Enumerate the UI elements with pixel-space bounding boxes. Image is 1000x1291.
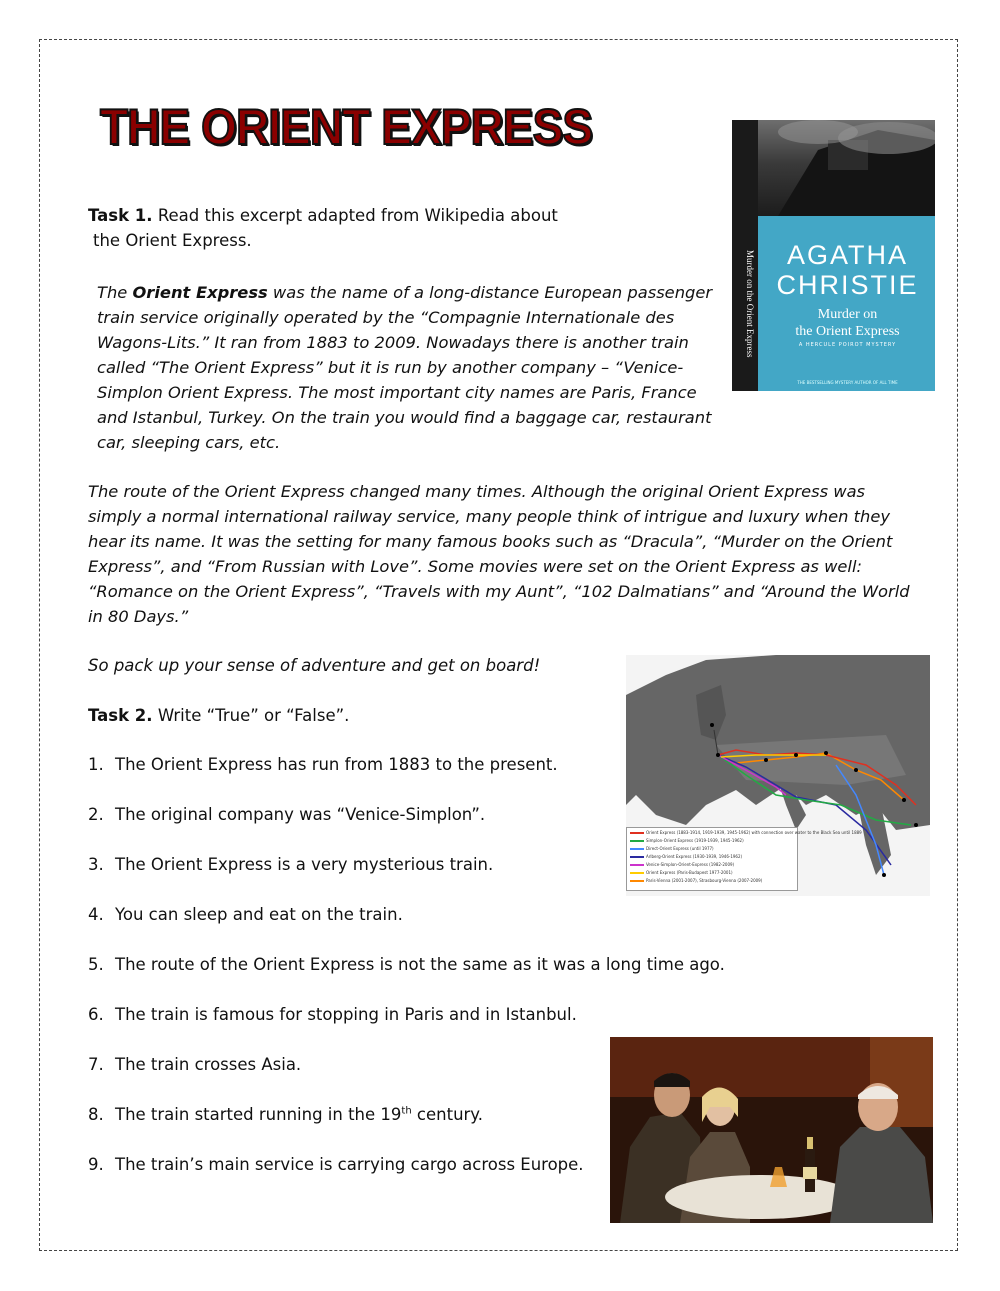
question-item: 4. You can sleep and eat on the train. bbox=[88, 905, 403, 924]
question-item: 8. The train started running in the 19th century. bbox=[88, 1105, 483, 1124]
map-legend bbox=[626, 827, 862, 891]
question-item: 7. The train crosses Asia. bbox=[88, 1055, 302, 1074]
question-item: 9. The train’s main service is carrying cargo across Europe. bbox=[88, 1155, 584, 1174]
book-author: AGATHA CHRISTIE bbox=[776, 240, 919, 300]
legend-entry: Orient Express (Paris-Budapest 1977-2001) bbox=[630, 870, 733, 877]
book-spine-title: Murder on the Orient Express bbox=[745, 250, 755, 358]
excerpt-paragraph-3: So pack up your sense of adventure and get on board! bbox=[88, 656, 541, 675]
task2-label: Task 2. bbox=[88, 706, 153, 725]
excerpt-paragraph-2: The route of the Orient Express changed many times. Although the original Orient Express was simply a normal international railway service, many people think of intrigue and luxury when they hear its name. It was the setting for many famous books such as “Dracula”, “Murder on the Orient Express”, and “From Russian with Love”. Some movies were set on the Orient Express as well: “Romance on the Orient Express”, “Travels with my Aunt”, “102 Dalmatians” and “Around the World in 80 Days.” bbox=[88, 482, 910, 626]
question-item: 6. The train is famous for stopping in Paris and in Istanbul. bbox=[88, 1005, 577, 1024]
dining-car-scene bbox=[610, 1037, 933, 1223]
question-item: 5. The route of the Orient Express is not the same as it was a long time ago. bbox=[88, 955, 725, 974]
book-footer: THE BESTSELLING MYSTERY AUTHOR OF ALL TIME bbox=[797, 380, 898, 385]
task1-line1: Read this excerpt adapted from Wikipedia about bbox=[157, 206, 558, 225]
question-item: 1. The Orient Express has run from 1883 to the present. bbox=[88, 755, 558, 774]
route-map-image bbox=[626, 655, 930, 896]
legend-entry: Orient Express (1883-1914, 1919-1939, 1945-1962) with connection over water to the Black Sea until 1889 bbox=[630, 830, 862, 837]
page-title: THE ORIENT EXPRESS bbox=[100, 99, 593, 155]
movie-scene-image bbox=[610, 1037, 933, 1223]
task2-instruction: Write “True” or “False”. bbox=[157, 706, 350, 725]
book-subtitle: A HERCULE POIROT MYSTERY bbox=[798, 342, 897, 348]
train-photo bbox=[758, 120, 935, 216]
p1-rest: was the name of a long-distance European passenger train service originally operated by the “Compagnie Internationale des Wagons-Lits.” It ran from 1883 to 2009. Nowadays there is another train called “The Orient Express” but it is run by another company – “Venice-Simplon Orient Express. The most important city names are Paris, France and Istanbul, Turkey. On the train you would find a baggage car, restaurant car, sleeping cars, etc. bbox=[97, 283, 713, 452]
p1-bold: Orient Express bbox=[132, 283, 268, 302]
legend-entry: Direct-Orient Express (until 1977) bbox=[630, 846, 714, 853]
legend-entry: Venice-Simplon-Orient-Express (1982-2009) bbox=[630, 862, 734, 869]
book-title: Murder on the Orient Express bbox=[795, 307, 900, 339]
task2-heading bbox=[88, 703, 349, 728]
task1-line2: the Orient Express. bbox=[93, 231, 252, 250]
p1-lead: The bbox=[97, 283, 133, 302]
question-item: 2. The original company was “Venice-Simplon”. bbox=[88, 805, 486, 824]
legend-entry: Simplon-Orient Express (1919-1939, 1945-1962) bbox=[630, 838, 744, 845]
excerpt-paragraph-1 bbox=[97, 280, 722, 455]
task1-label: Task 1. bbox=[88, 206, 153, 225]
legend-entry: Paris-Vienna (2001-2007), Strasbourg-Vienna (2007-2009) bbox=[630, 878, 762, 885]
book-cover-image bbox=[732, 120, 935, 391]
question-item: 3. The Orient Express is a very mysterious train. bbox=[88, 855, 494, 874]
legend-entry: Arlberg-Orient Express (1930-1939, 1946-1962) bbox=[630, 854, 742, 861]
task1-intro bbox=[88, 203, 608, 253]
